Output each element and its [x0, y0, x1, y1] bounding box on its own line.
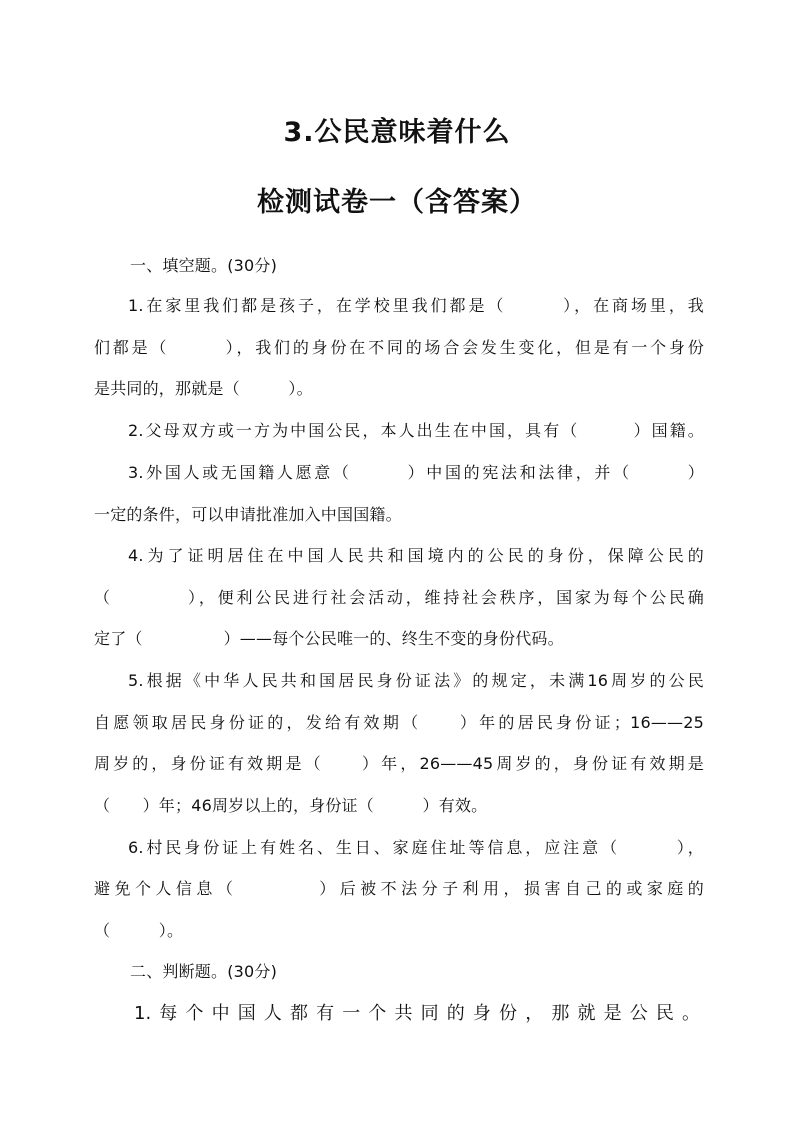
question-line: 们都是（ ），我们的身份在不同的场合会发生变化，但是有一个身份	[94, 338, 704, 357]
question-line: （ ）。	[94, 921, 184, 940]
question-line: 2.父母双方或一方为中国公民，本人出生在中国，具有（ ）国籍。	[128, 421, 704, 440]
document-title: 3.公民意味着什么	[283, 117, 511, 148]
question-line: 周岁的，身份证有效期是（ ）年，26——45周岁的，身份证有效期是	[94, 754, 704, 773]
question-line: 4.为了证明居住在中国人民共和国境内的公民的身份，保障公民的	[128, 546, 704, 565]
question-line: 避免个人信息（ ）后被不法分子利用，损害自己的或家庭的	[94, 879, 704, 898]
question-line: 1.在家里我们都是孩子，在学校里我们都是（ ），在商场里，我	[128, 296, 704, 315]
question-line: 5.根据《中华人民共和国居民身份证法》的规定，未满16周岁的公民	[128, 671, 704, 690]
question-line: 是共同的，那就是（ ）。	[94, 379, 313, 398]
question-line: （ ）年；46周岁以上的，身份证（ ）有效。	[94, 796, 488, 815]
document-subtitle: 检测试卷一（含答案）	[257, 187, 537, 218]
question-line: 1.每个中国人都有一个共同的身份，那就是公民。	[134, 1003, 700, 1024]
question-line: 自愿领取居民身份证的，发给有效期（ ）年的居民身份证；16——25	[94, 713, 704, 732]
section-heading-true-false: 二、判断题。(30分)	[130, 962, 278, 981]
question-line: 一定的条件，可以申请批准加入中国国籍。	[94, 505, 402, 524]
section-heading-fill-in: 一、填空题。(30分)	[130, 256, 278, 275]
question-line: 定了（ ）——每个公民唯一的、终生不变的身份代码。	[94, 629, 564, 648]
question-line: 6.村民身份证上有姓名、生日、家庭住址等信息，应注意（ ），	[128, 838, 704, 857]
question-line: 3.外国人或无国籍人愿意（ ）中国的宪法和法律，并（ ）	[128, 463, 704, 482]
question-line: （ ），便利公民进行社会活动，维持社会秩序，国家为每个公民确	[94, 588, 704, 607]
